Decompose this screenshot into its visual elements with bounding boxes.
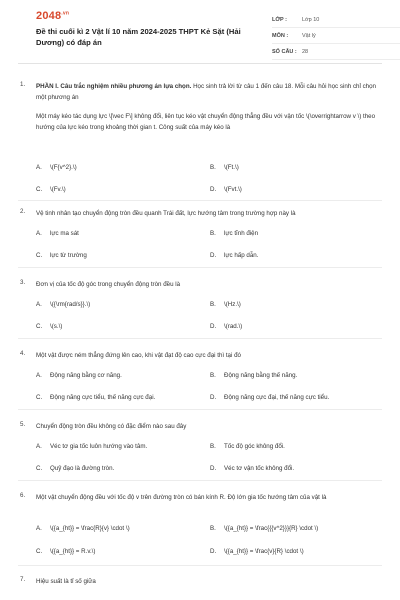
option-a[interactable] [36, 230, 79, 237]
option-text: \({a_{ht}} = R.v.\) [50, 548, 96, 555]
option-letter: C. [36, 186, 43, 193]
option-text: Tốc độ góc không đổi. [224, 443, 285, 450]
option-letter: A. [36, 525, 42, 532]
option-b[interactable] [210, 525, 318, 532]
option-letter: B. [210, 525, 216, 532]
option-letter: C. [36, 252, 43, 259]
option-d[interactable] [210, 394, 329, 401]
option-text: lực hấp dẫn. [224, 252, 259, 259]
question-number: 4. [20, 350, 26, 357]
option-text: Động năng bằng thế năng. [224, 372, 298, 379]
exam-meta [272, 12, 400, 60]
option-text: Véc tơ vận tốc không đổi. [224, 465, 295, 472]
option-c[interactable] [36, 548, 95, 555]
option-text: lực tĩnh điện [224, 230, 259, 237]
meta-key: SỐ CÂU : [272, 48, 297, 55]
option-letter: D. [210, 394, 217, 401]
question-number: 3. [20, 279, 26, 286]
option-letter: B. [210, 301, 216, 308]
option-letter: D. [210, 186, 217, 193]
question-number: 6. [20, 492, 26, 499]
question-stem: Một vật chuyển động đều với tốc độ v trên đường tròn có bán kính R. Độ lớn gia tốc hướng tâm của vật là [36, 494, 327, 501]
option-c[interactable] [36, 465, 114, 472]
option-d[interactable] [210, 186, 242, 193]
page-title: Đề thi cuối kì 2 Vật lí 10 năm 2024-2025 THPT Kẻ Sặt (Hải Dương) có đáp án [36, 27, 241, 47]
question-stem: Đơn vị của tốc độ góc trong chuyển động tròn đều là [36, 281, 181, 288]
exam-header [18, 0, 382, 64]
option-text: \({a_{ht}} = \frac{{{v^2}}}{R} \cdot \) [224, 525, 319, 532]
option-text: Quỹ đạo là đường tròn. [50, 465, 115, 472]
part-instructions [36, 81, 380, 103]
option-text: \(Ft.\) [224, 164, 239, 171]
meta-key: MÔN : [272, 32, 289, 39]
option-letter: B. [210, 372, 216, 379]
question-number: 1. [20, 81, 26, 88]
option-text: \(Fv.\) [50, 186, 66, 193]
question-stem: Chuyển động tròn đều không có đặc điểm nào sau đây [36, 423, 187, 430]
meta-row-subject [272, 28, 400, 44]
divider [18, 267, 382, 268]
option-letter: D. [210, 252, 217, 259]
divider [18, 480, 382, 481]
option-b[interactable] [210, 372, 297, 379]
option-c[interactable] [36, 186, 66, 193]
option-text: \(s.\) [50, 323, 63, 330]
option-letter: C. [36, 465, 43, 472]
option-letter: A. [36, 301, 42, 308]
meta-value: Vật lý [302, 32, 316, 39]
option-a[interactable] [36, 301, 90, 308]
option-d[interactable] [210, 465, 294, 472]
option-letter: B. [210, 230, 216, 237]
option-d[interactable] [210, 252, 258, 259]
divider [18, 565, 382, 566]
divider [18, 409, 382, 410]
option-letter: D. [210, 323, 217, 330]
meta-row-class [272, 12, 400, 28]
option-letter: C. [36, 323, 43, 330]
option-a[interactable] [36, 443, 147, 450]
option-text: lực từ trường [50, 252, 87, 259]
option-b[interactable] [210, 301, 241, 308]
option-b[interactable] [210, 443, 285, 450]
option-letter: B. [210, 164, 216, 171]
option-text: \({a_{ht}} = \frac{R}{v} \cdot \) [50, 525, 130, 532]
option-letter: D. [210, 465, 217, 472]
option-text: \({\rm{rad/s}}.\) [50, 301, 91, 308]
divider [18, 200, 382, 201]
option-a[interactable] [36, 525, 130, 532]
option-text: Động năng cực tiểu, thế năng cực đại. [50, 394, 156, 401]
option-a[interactable] [36, 164, 77, 171]
option-text: Động năng bằng cơ năng. [50, 372, 122, 379]
option-letter: C. [36, 548, 43, 555]
site-logo[interactable] [36, 10, 69, 22]
option-d[interactable] [210, 323, 242, 330]
option-text: \({a_{ht}} = \frac{v}{R} \cdot \) [224, 548, 304, 555]
part-title: PHẦN I. Câu trắc nghiệm nhiều phương án lựa chọn. [36, 83, 192, 90]
option-b[interactable] [210, 230, 258, 237]
option-letter: C. [36, 394, 43, 401]
meta-key: LỚP : [272, 16, 287, 23]
option-letter: A. [36, 164, 42, 171]
question-stem: Một vật được ném thẳng đứng lên cao, khi vật đạt độ cao cực đại thì tại đó [36, 352, 241, 359]
logo-text: 2048 [36, 10, 62, 22]
option-b[interactable] [210, 164, 239, 171]
option-text: \(Hz.\) [224, 301, 241, 308]
question-stem: Vệ tinh nhân tạo chuyển động tròn đều quanh Trái đất, lực hướng tâm trong trường hợp này là [36, 210, 296, 217]
option-text: \(Fvt.\) [224, 186, 242, 193]
option-letter: D. [210, 548, 217, 555]
option-c[interactable] [36, 252, 87, 259]
question-stem: Một máy kéo tác dụng lực \[\vec F\] không đổi, liên tục kéo vật chuyển động thẳng đều với vận tốc \(\overrightarrow v \) theo hướng của lực kéo trong khoảng thời gian t. Công suất của máy kéo là [36, 113, 376, 131]
option-letter: B. [210, 443, 216, 450]
question-number: 2. [20, 208, 26, 215]
question-number: 7. [20, 576, 26, 583]
option-c[interactable] [36, 323, 62, 330]
option-text: lực ma sát [50, 230, 79, 237]
divider [18, 338, 382, 339]
meta-value: 28 [302, 48, 309, 55]
option-text: \(F{v^2}.\) [50, 164, 77, 171]
option-a[interactable] [36, 372, 122, 379]
meta-value: Lớp 10 [302, 16, 320, 23]
option-d[interactable] [210, 548, 304, 555]
option-text: Véc tơ gia tốc luôn hướng vào tâm. [50, 443, 148, 450]
option-text: Động năng cực đại, thế năng cực tiểu. [224, 394, 330, 401]
part-intro: Học sinh trả lời từ câu 1 đến câu 18. Mỗi câu hỏi học sinh chỉ chọn một phương án [36, 83, 376, 101]
option-c[interactable] [36, 394, 155, 401]
question-number: 5. [20, 421, 26, 428]
meta-row-count [272, 44, 400, 60]
logo-suffix: .vn [61, 10, 70, 17]
option-letter: A. [36, 372, 42, 379]
option-text: \(rad.\) [224, 323, 243, 330]
option-letter: A. [36, 443, 42, 450]
option-letter: A. [36, 230, 42, 237]
question-stem: Hiệu suất là tỉ số giữa [36, 578, 96, 585]
